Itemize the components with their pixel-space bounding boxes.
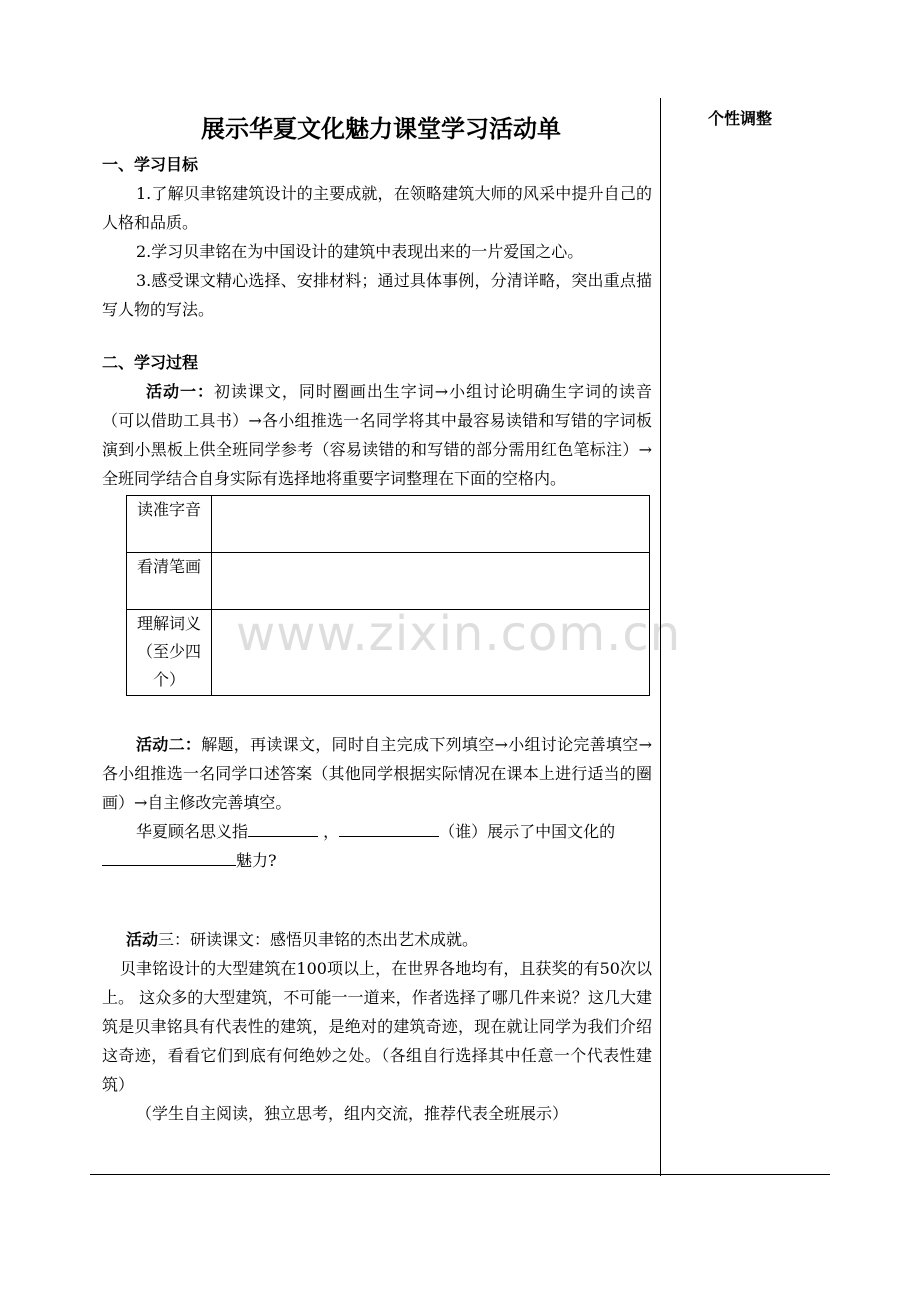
fill-blank-1[interactable]	[248, 818, 318, 837]
goal-item-3: 3.感受课文精心选择、安排材料；通过具体事例，分清详略，突出重点描写人物的写法。	[102, 271, 652, 319]
fill-in-question: 华夏顾名思义指 ， （谁）展示了中国文化的	[102, 817, 652, 846]
watermark: www.zixin.com.cn	[236, 606, 682, 662]
table-row	[127, 553, 650, 610]
table-row	[127, 496, 650, 553]
goal-item-2: 2.学习贝聿铭在为中国设计的建筑中表现出来的一片爱国之心。	[136, 242, 584, 261]
activity-2-label: 活动二：	[136, 735, 202, 754]
activity-1	[102, 377, 652, 493]
fill-line-2	[102, 846, 652, 875]
activity-1-text: 初读课文，同时圈画出生字词→小组讨论明确生字词的读音（可以借助工具书）→各小组推选一名同学将其中最容易读错和写错的字词板演到小黑板上供全班同学参考（容易读错的和写错的部分需用红色笔标注）→全班同学结合自身实际有选择地将重要字词整理在下面的空格内。	[102, 382, 652, 488]
page-title: 展示华夏文化魅力课堂学习活动单	[201, 115, 561, 143]
table-row-label: 理解词义（至少四个）	[127, 610, 212, 696]
goal-item-1: 1.了解贝聿铭建筑设计的主要成就，在领略建筑大师的风采中提升自己的人格和品质。	[102, 184, 652, 232]
activity-2	[102, 730, 652, 817]
table-row-label: 读准字音	[127, 496, 212, 553]
table-row-value[interactable]	[212, 496, 650, 553]
activity-2-text: 解题，再读课文，同时自主完成下列填空→小组讨论完善填空→各小组推选一名同学口述答案（其他同学根据实际情况在课本上进行适当的圈画）→自主修改完善填空。	[102, 735, 652, 812]
activity-1-label: 活动一：	[146, 382, 214, 401]
activity-3-label: 活动	[126, 930, 159, 949]
fill-blank-3[interactable]	[102, 847, 236, 866]
activity-3	[102, 925, 652, 954]
section-heading-process: 二、学习过程	[102, 353, 199, 372]
activity-3-note: （学生自主阅读，独立思考，组内交流，推荐代表全班展示）	[136, 1104, 569, 1123]
activity-3-paragraph: 贝聿铭设计的大型建筑在100项以上，在世界各地均有，且获奖的有50次以上。 这众多的大型建筑，不可能一一道来，作者选择了哪几件来说？这几大建筑是贝聿铭具有代表性的建筑，是绝对的建筑奇迹，现在就让同学为我们介绍这奇迹，看看它们到底有何绝妙之处。（各组自行选择其中任意一个代表性建筑）	[102, 959, 652, 1094]
side-column-title: 个性调整	[708, 109, 773, 128]
table-row-value[interactable]	[212, 553, 650, 610]
fill-text-2: （谁）展示了中国文化的	[439, 822, 616, 841]
bottom-rule	[90, 1174, 830, 1175]
table-row-label: 看清笔画	[127, 553, 212, 610]
fill-text-1: 华夏顾名思义指	[136, 822, 249, 841]
fill-text-3: 魅力?	[236, 851, 277, 870]
section-heading-goals: 一、学习目标	[102, 155, 199, 174]
fill-blank-2[interactable]	[339, 818, 439, 837]
activity-3-text: 三：研读课文：感悟贝聿铭的杰出艺术成就。	[158, 930, 479, 949]
word-table	[126, 495, 650, 696]
